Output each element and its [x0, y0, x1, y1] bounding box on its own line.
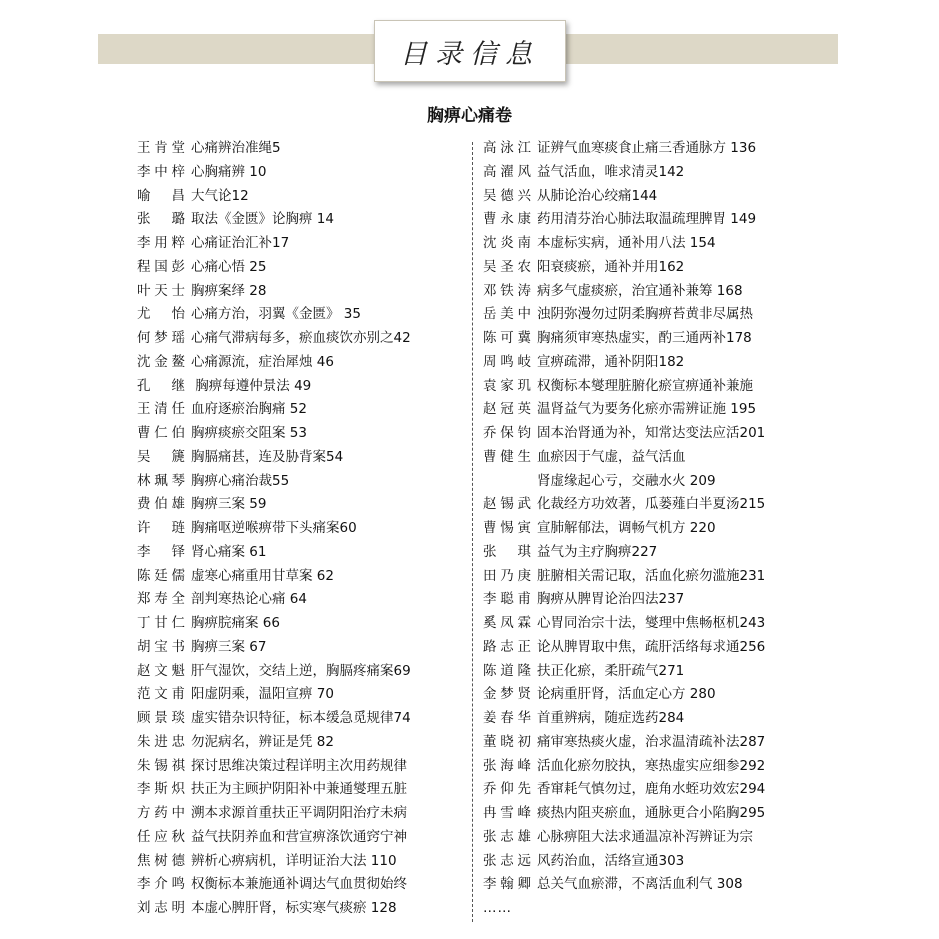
- toc-entry: [137, 755, 467, 779]
- toc-entry-title: 心痛心悟 25: [191, 258, 267, 275]
- toc-entry-title: 胸膈痛甚，连及胁背案54: [191, 448, 344, 465]
- toc-entry-author: 张志远: [483, 852, 531, 869]
- toc-entry-author: 陈可冀: [483, 330, 531, 346]
- toc-entry-title: 固本治肾通为补，知常达变法应活201: [537, 425, 766, 441]
- toc-entry: [137, 612, 467, 636]
- toc-entry-author: 冉雪峰: [483, 805, 531, 821]
- toc-entry-author: 高泳江: [483, 140, 531, 156]
- toc-entry: [137, 660, 467, 684]
- toc-entry-author: 沈炎南: [483, 235, 531, 251]
- toc-entry: [137, 398, 467, 422]
- toc-entry-title: 益气为主疗胸痹227: [537, 543, 658, 560]
- toc-entry-title: 药用清芬治心肺法取温疏理脾胃 149: [537, 211, 757, 228]
- toc-entry-title: 心痛证治汇补17: [191, 235, 290, 251]
- toc-entry: [137, 375, 467, 399]
- toc-entry-author: 曹健生: [483, 448, 531, 465]
- toc-entry: [137, 683, 467, 707]
- toc-entry-title: 心痛气滞病每多，瘀血痰饮亦别之42: [191, 330, 411, 346]
- toc-entry: [483, 351, 813, 375]
- toc-entry-title: 痛审寒热痰火虚，治求温清疏补法287: [537, 733, 766, 750]
- toc-entry-author: 张 璐: [137, 211, 185, 228]
- toc-entry-author: 高濯风: [483, 163, 531, 180]
- toc-entry: [483, 565, 813, 589]
- toc-entry-author: 吴德兴: [483, 187, 531, 204]
- toc-entry: [137, 280, 467, 304]
- toc-entry: [483, 707, 813, 731]
- toc-entry-title: 温肾益气为要务化瘀亦需辨证施 195: [537, 401, 757, 418]
- toc-entry-title: 探讨思维决策过程详明主次用药规律: [191, 757, 407, 774]
- toc-entry: [137, 470, 467, 494]
- toc-entry-title: 心痛辨治准绳5: [191, 140, 281, 156]
- toc-entry-title: 活血化瘀勿胶执，寒热虚实应细参292: [537, 757, 766, 774]
- toc-entry: [137, 731, 467, 755]
- toc-entry-author: 乔仰先: [483, 781, 531, 798]
- toc-entry-title: 取法《金匮》论胸痹 14: [191, 211, 334, 228]
- toc-entry: [483, 422, 813, 446]
- toc-entry: [483, 137, 813, 161]
- toc-continuation-ellipsis: ……: [483, 900, 512, 916]
- toc-entry-title: 虚寒心痛重用甘草案 62: [191, 567, 334, 584]
- toc-entry: [483, 612, 813, 636]
- toc-entry-author: 喻 昌: [137, 187, 185, 204]
- toc-entry: [137, 565, 467, 589]
- toc-entry: [137, 778, 467, 802]
- toc-entry-title: 心痛方治，羽翼《金匮》 35: [191, 306, 361, 323]
- toc-entry-title: 扶正为主顾护阴阳补中兼通燮理五脏: [191, 781, 407, 798]
- toc-entry-title: 权衡标本兼施通补调达气血贯彻始终: [191, 876, 407, 893]
- toc-entry-author: 朱锡祺: [137, 757, 185, 774]
- toc-entry: [137, 707, 467, 731]
- toc-entry-title: 证辨气血寒痰食止痛三香通脉方 136: [537, 140, 757, 156]
- toc-entry-author: 李介鸣: [137, 876, 185, 893]
- toc-entry-author: 刘志明: [137, 900, 185, 916]
- toc-entry-author: 金梦贤: [483, 686, 531, 703]
- toc-entry: [137, 256, 467, 280]
- toc-entry-title: 胸痹从脾胃论治四法237: [537, 591, 685, 608]
- toc-entry-title: 从肺论治心绞痛144: [537, 187, 658, 204]
- toc-entry-title: 论从脾胃取中焦，疏肝活络每求通256: [537, 638, 766, 655]
- header-title-box: [374, 20, 566, 82]
- toc-entry-author: 朱进忠: [137, 733, 185, 750]
- toc-entry: [483, 826, 813, 850]
- toc-entry-author: 范文甫: [137, 686, 185, 703]
- toc-entry-author: 顾景琰: [137, 710, 185, 726]
- toc-entry-title: 肝气湿饮，交结上逆，胸膈疼痛案69: [191, 662, 411, 679]
- toc-entry-author: 赵冠英: [483, 401, 531, 418]
- toc-entry-title: 心胸痛辨 10: [191, 163, 267, 180]
- toc-entry: [137, 541, 467, 565]
- toc-entry-title: 权衡标本燮理脏腑化瘀宣痹通补兼施: [537, 377, 753, 394]
- toc-entry: [483, 493, 813, 517]
- toc-entry: [137, 826, 467, 850]
- toc-entry-author: 曹惕寅: [483, 520, 531, 536]
- toc-entry-author: 何梦瑶: [137, 330, 185, 346]
- toc-entry: [137, 208, 467, 232]
- toc-entry-author: 邓铁涛: [483, 282, 531, 299]
- toc-entry-author: 孔继: [137, 377, 185, 394]
- toc-entry-title: 本虚标实病，通补用八法 154: [537, 235, 716, 251]
- toc-entry: [137, 446, 467, 470]
- toc-entry-author: 姜春华: [483, 710, 531, 726]
- toc-entry-title: 虚实错杂识特征，标本缓急觅规律74: [191, 710, 411, 726]
- toc-entry: [137, 137, 467, 161]
- toc-entry-title: 胸痹每遵仲景法 49: [191, 377, 312, 394]
- toc-entry-title: 浊阴弥漫勿过阴柔胸痹苔黄非尽属热: [537, 306, 753, 323]
- toc-entry-author: 尤 怡: [137, 306, 185, 323]
- toc-entry: [483, 208, 813, 232]
- toc-entry-title: 心胃同治宗十法，燮理中焦畅枢机243: [537, 615, 766, 631]
- toc-entry-title: 胸痹痰瘀交阻案 53: [191, 425, 307, 441]
- toc-entry-title: 血瘀因于气虚，益气活血: [537, 448, 686, 465]
- toc-entry-author: 奚凤霖: [483, 615, 531, 631]
- toc-entry: [137, 850, 467, 874]
- toc-entry-author: 赵文魁: [137, 662, 185, 679]
- toc-entry-author: 路志正: [483, 638, 531, 655]
- toc-entry-author: 郑寿全: [137, 591, 185, 608]
- toc-entry: [137, 588, 467, 612]
- toc-entry-title: 胸痛须审寒热虚实，酌三通两补178: [537, 330, 752, 346]
- toc-entry-author: 吴 篪: [137, 448, 185, 465]
- toc-entry: [483, 446, 813, 470]
- toc-entry-title: 胸痹三案 67: [191, 638, 267, 655]
- toc-entry-author: 方药中: [137, 805, 185, 821]
- toc-entry: [483, 683, 813, 707]
- toc-entry: [137, 351, 467, 375]
- column-divider: [472, 142, 473, 922]
- toc-entry-author: 胡宝书: [137, 638, 185, 655]
- toc-entry: [137, 327, 467, 351]
- toc-entry: [137, 185, 467, 209]
- toc-entry: [483, 636, 813, 660]
- toc-entry-title: 益气扶阴养血和营宣痹涤饮通窍宁神: [191, 828, 407, 845]
- toc-entry-title: 胸痹案绎 28: [191, 282, 267, 299]
- toc-entry-title: 论病重肝肾，活血定心方 280: [537, 686, 716, 703]
- toc-entry-author: 曹仁伯: [137, 425, 185, 441]
- toc-entry-author: 沈金鳌: [137, 353, 185, 370]
- toc-entry-author: 李用粹: [137, 235, 185, 251]
- toc-entry-author: 焦树德: [137, 852, 185, 869]
- toc-entry-title: 胸痹脘痛案 66: [191, 615, 280, 631]
- toc-entry: [137, 493, 467, 517]
- toc-entry-author: 陈廷儒: [137, 567, 185, 584]
- toc-entry: [137, 232, 467, 256]
- toc-entry-author: 陈道隆: [483, 662, 531, 679]
- toc-entry: [483, 517, 813, 541]
- toc-entry-author: 许 琏: [137, 520, 185, 536]
- toc-entry-author: 李中梓: [137, 163, 185, 180]
- page-title: 目录信息: [400, 38, 540, 70]
- toc-entry-author: 张志雄: [483, 828, 531, 845]
- toc-entry: [137, 802, 467, 826]
- toc-entry-author: 岳美中: [483, 306, 531, 323]
- toc-entry: [483, 873, 813, 897]
- toc-entry-author: 李斯炽: [137, 781, 185, 798]
- toc-entry-title: 总关气血瘀滞，不离活血利气 308: [537, 876, 743, 893]
- toc-entry-title: 宣肺解郁法，调畅气机方 220: [537, 520, 716, 536]
- toc-entry-title: 痰热内阻夹瘀血，通脉更合小陷胸295: [537, 805, 766, 821]
- toc-entry-author: 叶天士: [137, 282, 185, 299]
- toc-entry: [483, 588, 813, 612]
- toc-entry-title: 脏腑相关需记取，活血化瘀勿滥施231: [537, 567, 766, 584]
- toc-entry-title: 病多气虚痰瘀，治宜通补兼筹 168: [537, 282, 743, 299]
- toc-entry-title: 本虚心脾肝肾，标实寒气痰瘀 128: [191, 900, 397, 916]
- toc-entry-author: 曹永康: [483, 211, 531, 228]
- toc-entry-title: 胸痹心痛治裁55: [191, 472, 290, 489]
- toc-entry: [483, 778, 813, 802]
- toc-entry: [483, 375, 813, 399]
- toc-entry-author: 田乃庚: [483, 567, 531, 584]
- toc-entry-title: 剖判寒热论心痛 64: [191, 591, 307, 608]
- toc-entry-author: 李 铎: [137, 543, 185, 560]
- toc-entry: [483, 541, 813, 565]
- toc-left-column: [137, 137, 467, 921]
- toc-entry-title: 化裁经方功效著，瓜蒌薤白半夏汤215: [537, 496, 766, 513]
- toc-entry-title: 肾虚缘起心亏，交融水火 209: [537, 472, 716, 489]
- toc-right-column: [483, 137, 813, 921]
- toc-entry: [137, 161, 467, 185]
- toc-entry-author: 程国彭: [137, 258, 185, 275]
- toc-entry: [483, 731, 813, 755]
- toc-entry: [483, 280, 813, 304]
- toc-entry: [483, 850, 813, 874]
- toc-entry-title: 阳衰痰瘀，通补并用162: [537, 258, 685, 275]
- toc-entry: [483, 660, 813, 684]
- toc-entry-author: 费伯雄: [137, 496, 185, 513]
- toc-entry-title: 大气论12: [191, 187, 249, 204]
- toc-entry-author: 吴圣农: [483, 258, 531, 275]
- section-title: 胸痹心痛卷: [427, 106, 512, 126]
- toc-entry: [137, 517, 467, 541]
- toc-entry: [137, 303, 467, 327]
- toc-entry: [137, 422, 467, 446]
- toc-entry-title: 肾心痛案 61: [191, 543, 267, 560]
- toc-entry: [483, 327, 813, 351]
- toc-entry-title: 香窜耗气慎勿过，鹿角水蛭功效宏294: [537, 781, 766, 798]
- toc-entry-title: 风药治血，活络宣通303: [537, 852, 685, 869]
- toc-entry-title: 首重辨病，随症选药284: [537, 710, 685, 726]
- toc-entry: [483, 398, 813, 422]
- toc-entry-title: 宣痹疏滞，通补阴阳182: [537, 353, 685, 370]
- toc-entry-title: 血府逐瘀治胸痛 52: [191, 401, 307, 418]
- toc-entry-author: 张海峰: [483, 757, 531, 774]
- toc-entry-author: 丁甘仁: [137, 615, 185, 631]
- toc-entry-title: 扶正化瘀，柔肝疏气271: [537, 662, 685, 679]
- toc-entry-title: 心脉痹阻大法求通温凉补泻辨证为宗: [537, 828, 753, 845]
- toc-entry: [483, 185, 813, 209]
- toc-entry-title: 胸痛呕逆喉痹带下头痛案60: [191, 520, 357, 536]
- toc-entry: [137, 636, 467, 660]
- toc-entry-author: 任应秋: [137, 828, 185, 845]
- toc-entry: [483, 470, 813, 494]
- toc-entry-author: 周鸣岐: [483, 353, 531, 370]
- toc-entry-author: 张 琪: [483, 543, 531, 560]
- toc-entry: [483, 755, 813, 779]
- toc-entry-title: 勿泥病名，辨证是凭 82: [191, 733, 334, 750]
- toc-entry: [137, 873, 467, 897]
- toc-entry-author: 袁家玑: [483, 377, 531, 394]
- toc-entry-author: 赵锡武: [483, 496, 531, 513]
- toc-entry: [483, 161, 813, 185]
- toc-entry-title: 辨析心痹病机，详明证治大法 110: [191, 852, 397, 869]
- toc-entry: [137, 897, 467, 921]
- toc-entry: [483, 303, 813, 327]
- toc-entry: [483, 256, 813, 280]
- toc-entry-title: 阳虚阴乘，温阳宣痹 70: [191, 686, 334, 703]
- toc-entry-author: 王肯堂: [137, 140, 185, 156]
- toc-entry: [483, 802, 813, 826]
- toc-entry-author: 王清任: [137, 401, 185, 418]
- toc-entry-author: 董晓初: [483, 733, 531, 750]
- toc-entry: [483, 232, 813, 256]
- toc-entry-title: 溯本求源首重扶正平调阴阳治疗未病: [191, 805, 407, 821]
- toc-entry-author: 林珮琴: [137, 472, 185, 489]
- toc-entry-title: 胸痹三案 59: [191, 496, 267, 513]
- toc-entry-author: 乔保钧: [483, 425, 531, 441]
- toc-entry-title: 益气活血，唯求清灵142: [537, 163, 685, 180]
- toc-entry-author: 李聪甫: [483, 591, 531, 608]
- toc-entry-author: 李翰卿: [483, 876, 531, 893]
- toc-entry-title: 心痛源流，症治犀烛 46: [191, 353, 334, 370]
